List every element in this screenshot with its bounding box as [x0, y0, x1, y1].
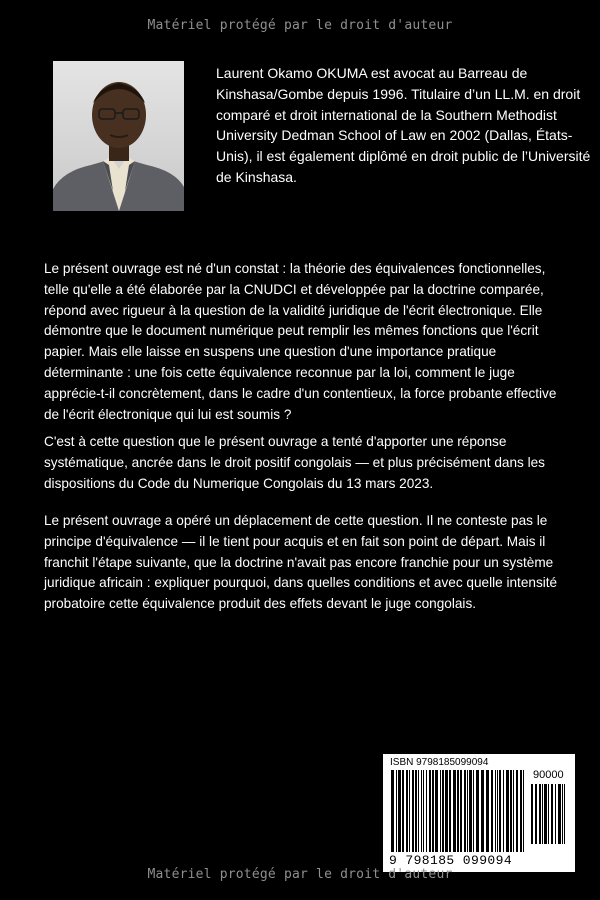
barcode-bar [453, 770, 456, 852]
author-portrait-icon [53, 61, 184, 211]
copyright-watermark-top: Matériel protégé par le droit d'auteur [147, 18, 453, 33]
barcode-bar [523, 770, 524, 852]
barcode-bar [460, 770, 462, 852]
barcode-bar [415, 770, 417, 852]
blurb-paragraph-1: Le présent ouvrage est né d'un constat : la théorie des équivalences fonctionnelles, telle qu'elle a été élaborée par la CNUDCI et développée par la doctrine comparée, répond avec rigueur à la question de la validité juridique de l'écrit électronique. Elle démontre que le document numérique peut remplir les mêmes fonctions que l'écrit papier. Mais elle laisse en suspens une question d'une importance pratique déterminante : une fois cette équivalence reconnue par la loi, comment le juge apprécie-t-il concrètement, dans le cadre d'un contentieux, la force probante effective de l'écrit électronique qui lui est soumis ? [44, 261, 557, 422]
blurb-paragraph-2: C'est à cette question que le présent ouvrage a tenté d'apporter une réponse systématique, ancrée dans le droit positif congolais — et plus précisément dans les dispositions du Code du Numerique Congolais du 13 mars 2023. [44, 434, 545, 491]
barcode-bar [506, 770, 509, 852]
barcode-bar [435, 770, 438, 852]
barcode-bar [421, 770, 422, 852]
barcode-bar [491, 770, 493, 852]
barcode-bar [464, 770, 466, 852]
barcode-bar [542, 784, 543, 844]
barcode-bar [562, 784, 563, 844]
barcode-bar [516, 770, 518, 852]
barcode-bar [476, 770, 479, 852]
price-code: 90000 [533, 769, 564, 781]
barcode-bar [467, 770, 468, 852]
isbn-label: ISBN 9798185099094 [390, 757, 489, 768]
barcode-bar [426, 770, 427, 852]
barcode-bar [423, 770, 424, 852]
barcode-bar [412, 770, 414, 852]
barcode-bar [398, 770, 401, 852]
barcode-bar [457, 770, 459, 852]
copyright-watermark-bottom: Matériel protégé par le droit d'auteur [147, 867, 453, 882]
barcode-bar [486, 770, 489, 852]
barcode-bar [406, 770, 408, 852]
blurb-paragraph-3: Le présent ouvrage a opéré un déplacement de cette question. Il ne conteste pas le principe d'équivalence — il le tient pour acquis et en fait son point de départ. Mais il franchit l'étape suivante, que la doctrine n'avait pas encore franchie pour un système juridique africain : expliquer pourquoi, dans quelles conditions et avec quelle intensité probatoire cette équivalence produit des effets devant le juge congolais. [44, 513, 558, 612]
barcode-bar [551, 784, 553, 844]
barcode-bar [396, 770, 397, 852]
barcode-bar [513, 770, 514, 852]
barcode-bar [442, 770, 444, 852]
barcode-bar [531, 784, 533, 844]
isbn-digits: 9 798185 099094 [389, 853, 513, 868]
barcode-bar [469, 770, 472, 852]
barcode-bar [432, 770, 434, 852]
author-bio: Laurent Okamo OKUMA est avocat au Barreau de Kinshasa/Gombe depuis 1996. Titulaire d’un LL.M. en droit comparé et droit international de la Southern Methodist University Dedman School of Law en 2002 (Dallas, États-Unis), il est également diplômé en droit public de l’Université de Kinshasa. [216, 65, 591, 185]
barcode-bar [564, 784, 565, 844]
barcode-bar [391, 770, 394, 852]
barcode-bar [499, 770, 501, 852]
barcode-bar [402, 770, 404, 852]
barcode-bar [548, 784, 549, 844]
barcode-bar [481, 770, 484, 852]
barcode-bar [497, 770, 498, 852]
barcode-bar [473, 770, 474, 852]
barcode-bar [503, 770, 504, 852]
author-photo [53, 61, 184, 211]
barcode-bar [558, 784, 561, 844]
barcode-bar [418, 770, 419, 852]
price-barcode-bars-icon [529, 784, 569, 844]
barcode-bars-icon [389, 770, 529, 852]
barcode-bar [449, 770, 451, 852]
barcode-bar [495, 770, 496, 852]
barcode-bar [539, 784, 541, 844]
barcode-bar [544, 784, 547, 844]
barcode-bar [535, 784, 537, 844]
barcode-bar [520, 770, 522, 852]
barcode-bar [445, 770, 448, 852]
barcode-bar [440, 770, 441, 852]
isbn-barcode [383, 754, 575, 872]
barcode-bar [510, 770, 512, 852]
barcode-bar [555, 784, 556, 844]
barcode-bar [429, 770, 431, 852]
barcode-bar [409, 770, 410, 852]
